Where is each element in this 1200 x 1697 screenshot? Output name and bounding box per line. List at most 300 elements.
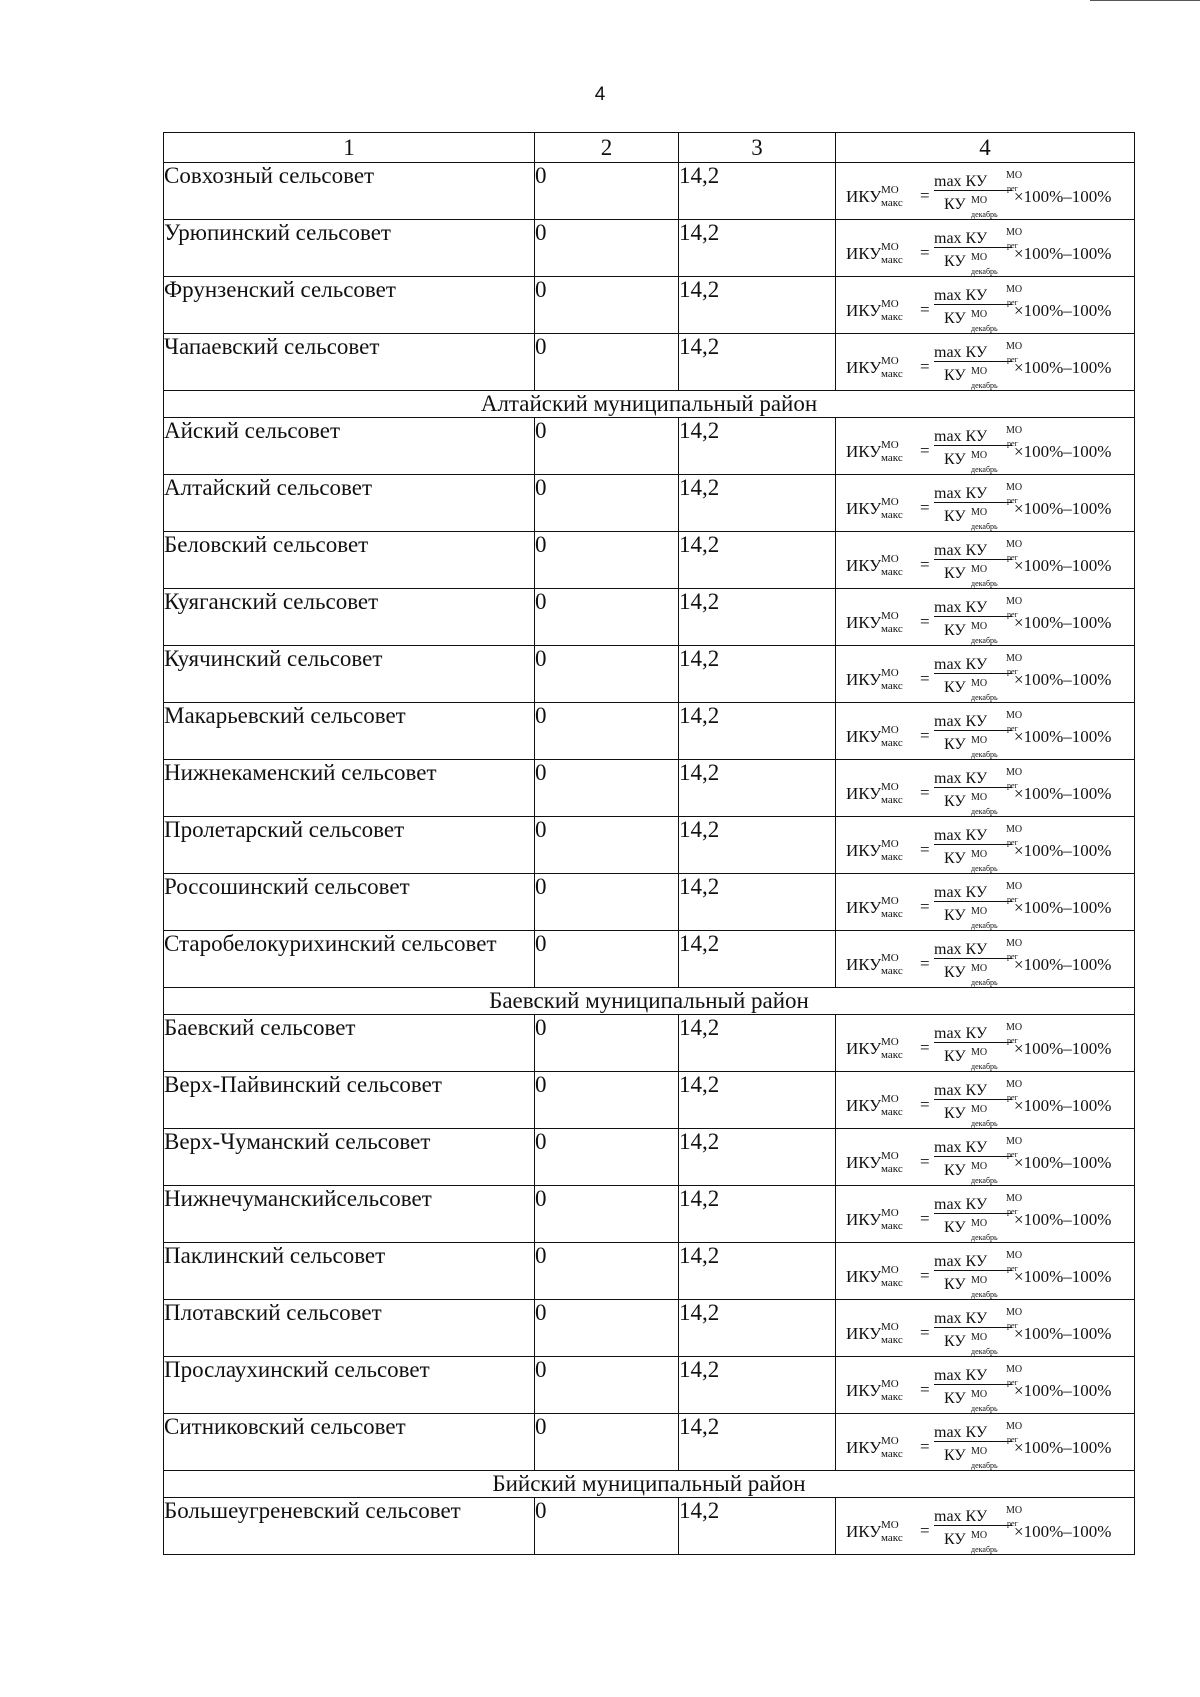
formula-lhs-sub: макс: [881, 311, 903, 323]
formula: [846, 424, 1126, 472]
column-2-value: 0: [535, 1243, 679, 1300]
formula-den-sub: декабрь: [971, 1290, 998, 1299]
column-2-value: 0: [535, 1414, 679, 1471]
formula-den-sub: декабрь: [971, 1347, 998, 1356]
formula-num-main: max КУ: [934, 1139, 988, 1156]
formula-num-main: max КУ: [934, 428, 988, 445]
formula: [846, 709, 1126, 757]
formula-lhs-main: ИКУ: [846, 613, 882, 632]
formula-cell: [836, 163, 1135, 220]
column-3-value: 14,2: [679, 760, 836, 817]
formula-num-sub: рег: [1007, 838, 1018, 847]
formula-den-sub: декабрь: [971, 267, 998, 276]
formula: [846, 823, 1126, 871]
formula-num-sub: рег: [1007, 952, 1018, 961]
formula: [846, 880, 1126, 928]
formula-den-sup: МО: [971, 1446, 988, 1457]
table-row: [164, 1243, 1135, 1300]
formula-den-sub: декабрь: [971, 324, 998, 333]
settlement-name: Россошинский сельсовет: [164, 874, 535, 931]
formula: [846, 1363, 1126, 1411]
formula-lhs-sup: МО: [881, 952, 899, 964]
formula-cell: [836, 589, 1135, 646]
settlement-name: Верх-Пайвинский сельсовет: [164, 1072, 535, 1129]
formula-lhs-sub: макс: [881, 1448, 903, 1460]
formula-lhs-sub: макс: [881, 368, 903, 380]
formula-denominator: [944, 903, 998, 930]
formula-den-sub: декабрь: [971, 1062, 998, 1071]
formula-den-sub: декабрь: [971, 921, 998, 930]
formula-den-sub: декабрь: [971, 381, 998, 390]
formula-cell: [836, 760, 1135, 817]
formula-lhs: [846, 1207, 903, 1233]
formula: [846, 1078, 1126, 1126]
formula-equals: =: [920, 1152, 930, 1171]
formula-den-sub: декабрь: [971, 807, 998, 816]
header-col-3: 3: [679, 133, 836, 163]
formula-num-main: max КУ: [934, 713, 988, 730]
formula-num-sub: рег: [1007, 610, 1018, 619]
formula-num-sub: рег: [1007, 496, 1018, 505]
formula-num-sup: МО: [1006, 653, 1023, 664]
formula-tail: ×100%–100%: [1014, 1438, 1112, 1457]
formula-den-main: КУ: [944, 451, 966, 468]
formula-den-sub: декабрь: [971, 1233, 998, 1242]
formula-denominator: [944, 1272, 998, 1299]
formula-num-sup: МО: [1006, 1136, 1023, 1147]
formula-denominator: [944, 618, 998, 645]
formula-num-main: max КУ: [934, 542, 988, 559]
formula-lhs-sup: МО: [881, 184, 899, 196]
column-2-value: 0: [535, 646, 679, 703]
formula-denominator: [944, 846, 998, 873]
formula-num-sub: рег: [1007, 1207, 1018, 1216]
column-2-value: 0: [535, 277, 679, 334]
formula-lhs: [846, 781, 903, 807]
settlement-name: Совхозный сельсовет: [164, 163, 535, 220]
formula-den-main: КУ: [944, 850, 966, 867]
formula-lhs-sub: макс: [881, 254, 903, 266]
formula-num-sub: рег: [1007, 1264, 1018, 1273]
formula-cell: [836, 220, 1135, 277]
formula-lhs-sub: макс: [881, 680, 903, 692]
column-3-value: 14,2: [679, 1186, 836, 1243]
formula-cell: [836, 1300, 1135, 1357]
column-3-value: 14,2: [679, 1300, 836, 1357]
formula-den-sup: МО: [971, 309, 988, 320]
formula-den-sup: МО: [971, 450, 988, 461]
column-2-value: 0: [535, 418, 679, 475]
formula-den-sub: декабрь: [971, 1119, 998, 1128]
formula-num-sup: МО: [1006, 482, 1023, 493]
formula-den-sup: МО: [971, 849, 988, 860]
formula-den-sup: МО: [971, 564, 988, 575]
formula-den-sub: декабрь: [971, 1461, 998, 1470]
formula-lhs-sup: МО: [881, 298, 899, 310]
formula-den-sup: МО: [971, 1275, 988, 1286]
formula-denominator: [944, 1158, 998, 1185]
formula-den-sub: декабрь: [971, 864, 998, 873]
formula-num-sup: МО: [1006, 1505, 1023, 1516]
page-number: 4: [594, 84, 606, 105]
column-3-value: 14,2: [679, 334, 836, 391]
column-2-value: 0: [535, 163, 679, 220]
formula-cell: [836, 1243, 1135, 1300]
formula: [846, 595, 1126, 643]
formula-num-sub: рег: [1007, 298, 1018, 307]
formula-equals: =: [920, 726, 930, 745]
settlement-name: Большеугреневский сельсовет: [164, 1498, 535, 1555]
formula-denominator: [944, 1386, 998, 1413]
formula-num-main: max КУ: [934, 173, 988, 190]
formula-lhs: [846, 553, 903, 579]
table-row: [164, 1300, 1135, 1357]
formula-lhs-sub: макс: [881, 509, 903, 521]
column-2-value: 0: [535, 475, 679, 532]
formula-denominator: [944, 1215, 998, 1242]
table-row: [164, 220, 1135, 277]
column-2-value: 0: [535, 1300, 679, 1357]
header-col-4: 4: [836, 133, 1135, 163]
formula-num-sub: рег: [1007, 1378, 1018, 1387]
settlement-name: Фрунзенский сельсовет: [164, 277, 535, 334]
formula-lhs-main: ИКУ: [846, 1096, 882, 1115]
formula-den-sub: декабрь: [971, 636, 998, 645]
formula-den-main: КУ: [944, 1162, 966, 1179]
formula-lhs: [846, 298, 903, 324]
formula-num-sub: рег: [1007, 184, 1018, 193]
formula-lhs: [846, 184, 903, 210]
formula-lhs-sub: макс: [881, 1277, 903, 1289]
formula-num-sub: рег: [1007, 1519, 1018, 1528]
formula: [846, 766, 1126, 814]
formula-num-main: max КУ: [934, 884, 988, 901]
formula-equals: =: [920, 897, 930, 916]
formula-num-sup: МО: [1006, 1364, 1023, 1375]
formula-num-sub: рег: [1007, 1093, 1018, 1102]
column-3-value: 14,2: [679, 817, 836, 874]
settlement-name: Верх-Чуманский сельсовет: [164, 1129, 535, 1186]
column-3-value: 14,2: [679, 1357, 836, 1414]
column-3-value: 14,2: [679, 1243, 836, 1300]
formula-lhs-sup: МО: [881, 667, 899, 679]
formula-equals: =: [920, 300, 930, 319]
formula-tail: ×100%–100%: [1014, 955, 1112, 974]
formula-num-sup: МО: [1006, 710, 1023, 721]
formula-denominator: [944, 363, 998, 390]
settlement-name: Макарьевский сельсовет: [164, 703, 535, 760]
formula-tail: ×100%–100%: [1014, 358, 1112, 377]
formula: [846, 1192, 1126, 1240]
table-row: [164, 703, 1135, 760]
formula-lhs: [846, 355, 903, 381]
formula: [846, 1135, 1126, 1183]
formula-lhs: [846, 496, 903, 522]
formula-num-sub: рег: [1007, 1321, 1018, 1330]
column-2-value: 0: [535, 1186, 679, 1243]
formula-lhs-sub: макс: [881, 566, 903, 578]
formula-lhs-sup: МО: [881, 1378, 899, 1390]
formula-lhs-main: ИКУ: [846, 670, 882, 689]
formula-equals: =: [920, 1380, 930, 1399]
formula: [846, 937, 1126, 985]
formula-lhs-main: ИКУ: [846, 955, 882, 974]
formula-lhs: [846, 1093, 903, 1119]
formula-equals: =: [920, 186, 930, 205]
formula-lhs: [846, 895, 903, 921]
formula-equals: =: [920, 243, 930, 262]
header-col-2: 2: [535, 133, 679, 163]
formula-cell: [836, 1129, 1135, 1186]
formula-tail: ×100%–100%: [1014, 1324, 1112, 1343]
formula-tail: ×100%–100%: [1014, 1039, 1112, 1058]
column-2-value: 0: [535, 817, 679, 874]
formula-tail: ×100%–100%: [1014, 244, 1112, 263]
formula-lhs-sub: макс: [881, 452, 903, 464]
formula-lhs-sub: макс: [881, 623, 903, 635]
column-3-value: 14,2: [679, 931, 836, 988]
column-3-value: 14,2: [679, 532, 836, 589]
formula-num-sub: рег: [1007, 667, 1018, 676]
table-row: [164, 1129, 1135, 1186]
settlement-name: Нижнечуманскийсельсовет: [164, 1186, 535, 1243]
formula-den-sub: декабрь: [971, 1545, 998, 1554]
formula-equals: =: [920, 1323, 930, 1342]
formula-num-sup: МО: [1006, 539, 1023, 550]
formula-den-main: КУ: [944, 565, 966, 582]
data-table: [163, 132, 1135, 1555]
formula-lhs-main: ИКУ: [846, 1210, 882, 1229]
table-row: [164, 475, 1135, 532]
formula-den-sup: МО: [971, 1161, 988, 1172]
formula-lhs-sup: МО: [881, 1435, 899, 1447]
column-3-value: 14,2: [679, 418, 836, 475]
formula-lhs-main: ИКУ: [846, 1438, 882, 1457]
column-3-value: 14,2: [679, 874, 836, 931]
formula-den-sub: декабрь: [971, 210, 998, 219]
formula-lhs-sub: макс: [881, 1220, 903, 1232]
formula-den-sup: МО: [971, 1389, 988, 1400]
column-3-value: 14,2: [679, 220, 836, 277]
formula-lhs-main: ИКУ: [846, 187, 882, 206]
formula-lhs-sup: МО: [881, 610, 899, 622]
formula-lhs: [846, 838, 903, 864]
formula-lhs: [846, 1378, 903, 1404]
formula-equals: =: [920, 612, 930, 631]
formula-equals: =: [920, 1437, 930, 1456]
formula-denominator: [944, 732, 998, 759]
column-3-value: 14,2: [679, 1072, 836, 1129]
formula-lhs-sub: макс: [881, 794, 903, 806]
formula-cell: [836, 1186, 1135, 1243]
formula-den-main: КУ: [944, 508, 966, 525]
formula-denominator: [944, 960, 998, 987]
table-row: [164, 589, 1135, 646]
column-2-value: 0: [535, 1357, 679, 1414]
formula-cell: [836, 703, 1135, 760]
formula-num-sup: МО: [1006, 1193, 1023, 1204]
formula-lhs-main: ИКУ: [846, 1381, 882, 1400]
formula-den-sup: МО: [971, 507, 988, 518]
column-3-value: 14,2: [679, 1015, 836, 1072]
formula-lhs: [846, 1321, 903, 1347]
formula-num-sup: МО: [1006, 227, 1023, 238]
formula-den-sup: МО: [971, 906, 988, 917]
formula-num-sup: МО: [1006, 341, 1023, 352]
formula-num-sup: МО: [1006, 284, 1023, 295]
formula-den-main: КУ: [944, 1447, 966, 1464]
column-2-value: 0: [535, 1072, 679, 1129]
formula-tail: ×100%–100%: [1014, 898, 1112, 917]
settlement-name: Куячинский сельсовет: [164, 646, 535, 703]
formula-den-main: КУ: [944, 1048, 966, 1065]
formula-den-sup: МО: [971, 366, 988, 377]
formula-num-main: max КУ: [934, 770, 988, 787]
formula-den-main: КУ: [944, 1333, 966, 1350]
formula-den-main: КУ: [944, 1531, 966, 1548]
formula-den-main: КУ: [944, 367, 966, 384]
column-2-value: 0: [535, 220, 679, 277]
column-3-value: 14,2: [679, 703, 836, 760]
formula-num-sub: рег: [1007, 439, 1018, 448]
formula-num-sup: МО: [1006, 938, 1023, 949]
formula-lhs-sub: макс: [881, 1334, 903, 1346]
column-3-value: 14,2: [679, 163, 836, 220]
formula-cell: [836, 532, 1135, 589]
formula-den-sup: МО: [971, 252, 988, 263]
formula-den-main: КУ: [944, 793, 966, 810]
formula-cell: [836, 277, 1135, 334]
formula-lhs: [846, 667, 903, 693]
formula-tail: ×100%–100%: [1014, 1522, 1112, 1541]
formula-num-main: max КУ: [934, 1196, 988, 1213]
settlement-name: Нижнекаменский сельсовет: [164, 760, 535, 817]
formula-denominator: [944, 249, 998, 276]
corner-scan-mark: [1090, 0, 1200, 4]
formula: [846, 652, 1126, 700]
formula-cell: [836, 418, 1135, 475]
formula-den-sub: декабрь: [971, 465, 998, 474]
formula-lhs-main: ИКУ: [846, 1324, 882, 1343]
column-3-value: 14,2: [679, 589, 836, 646]
table-row: [164, 1072, 1135, 1129]
formula-lhs-sup: МО: [881, 241, 899, 253]
table-row: [164, 1414, 1135, 1471]
formula-lhs-sup: МО: [881, 724, 899, 736]
column-3-value: 14,2: [679, 1129, 836, 1186]
formula-den-sub: декабрь: [971, 693, 998, 702]
column-3-value: 14,2: [679, 1498, 836, 1555]
table-row: [164, 931, 1135, 988]
column-3-value: 14,2: [679, 475, 836, 532]
formula-equals: =: [920, 555, 930, 574]
formula-den-sup: МО: [971, 963, 988, 974]
district-name: Баевский муниципальный район: [164, 988, 1135, 1015]
formula-denominator: [944, 1044, 998, 1071]
table-row: [164, 1498, 1135, 1555]
formula-num-main: max КУ: [934, 287, 988, 304]
formula-den-sub: декабрь: [971, 522, 998, 531]
formula-den-main: КУ: [944, 1105, 966, 1122]
formula-lhs: [846, 1036, 903, 1062]
formula-equals: =: [920, 441, 930, 460]
formula-lhs-sup: МО: [881, 355, 899, 367]
formula-lhs: [846, 1150, 903, 1176]
formula-num-main: max КУ: [934, 599, 988, 616]
formula-lhs: [846, 610, 903, 636]
formula-denominator: [944, 192, 998, 219]
formula-denominator: [944, 675, 998, 702]
formula-lhs-sub: макс: [881, 1163, 903, 1175]
formula-den-main: КУ: [944, 736, 966, 753]
formula-lhs-sub: макс: [881, 737, 903, 749]
formula-den-sup: МО: [971, 792, 988, 803]
formula-lhs-main: ИКУ: [846, 556, 882, 575]
formula-den-sup: МО: [971, 678, 988, 689]
formula-tail: ×100%–100%: [1014, 442, 1112, 461]
table-row: [164, 163, 1135, 220]
formula: [846, 1306, 1126, 1354]
column-2-value: 0: [535, 931, 679, 988]
formula-den-sup: МО: [971, 1332, 988, 1343]
formula-lhs-sub: макс: [881, 1391, 903, 1403]
formula-cell: [836, 817, 1135, 874]
formula-tail: ×100%–100%: [1014, 1267, 1112, 1286]
formula-lhs-sup: МО: [881, 1093, 899, 1105]
formula-num-main: max КУ: [934, 485, 988, 502]
formula-equals: =: [920, 783, 930, 802]
settlement-name: Ситниковский сельсовет: [164, 1414, 535, 1471]
table-row: [164, 1186, 1135, 1243]
formula-equals: =: [920, 357, 930, 376]
formula-num-sub: рег: [1007, 1435, 1018, 1444]
formula-lhs-main: ИКУ: [846, 898, 882, 917]
formula-lhs-sub: макс: [881, 965, 903, 977]
column-2-value: 0: [535, 874, 679, 931]
formula-num-main: max КУ: [934, 1253, 988, 1270]
formula-den-main: КУ: [944, 1219, 966, 1236]
formula: [846, 340, 1126, 388]
formula-num-sub: рег: [1007, 553, 1018, 562]
formula-cell: [836, 646, 1135, 703]
column-2-value: 0: [535, 589, 679, 646]
formula-denominator: [944, 561, 998, 588]
formula-cell: [836, 931, 1135, 988]
formula-denominator: [944, 306, 998, 333]
settlement-name: Алтайский сельсовет: [164, 475, 535, 532]
formula-den-sub: декабрь: [971, 750, 998, 759]
formula-equals: =: [920, 840, 930, 859]
formula-num-main: max КУ: [934, 344, 988, 361]
formula-num-sub: рег: [1007, 781, 1018, 790]
formula: [846, 538, 1126, 586]
formula-lhs-main: ИКУ: [846, 1153, 882, 1172]
table-row: [164, 1015, 1135, 1072]
formula-den-main: КУ: [944, 907, 966, 924]
formula-num-main: max КУ: [934, 1310, 988, 1327]
formula-lhs-sup: МО: [881, 1519, 899, 1531]
table-row: [164, 760, 1135, 817]
formula-den-main: КУ: [944, 679, 966, 696]
formula-cell: [836, 874, 1135, 931]
settlement-name: Пролетарский сельсовет: [164, 817, 535, 874]
formula-tail: ×100%–100%: [1014, 613, 1112, 632]
column-2-value: 0: [535, 334, 679, 391]
formula-cell: [836, 1015, 1135, 1072]
formula-equals: =: [920, 954, 930, 973]
settlement-name: Айский сельсовет: [164, 418, 535, 475]
column-2-value: 0: [535, 1015, 679, 1072]
